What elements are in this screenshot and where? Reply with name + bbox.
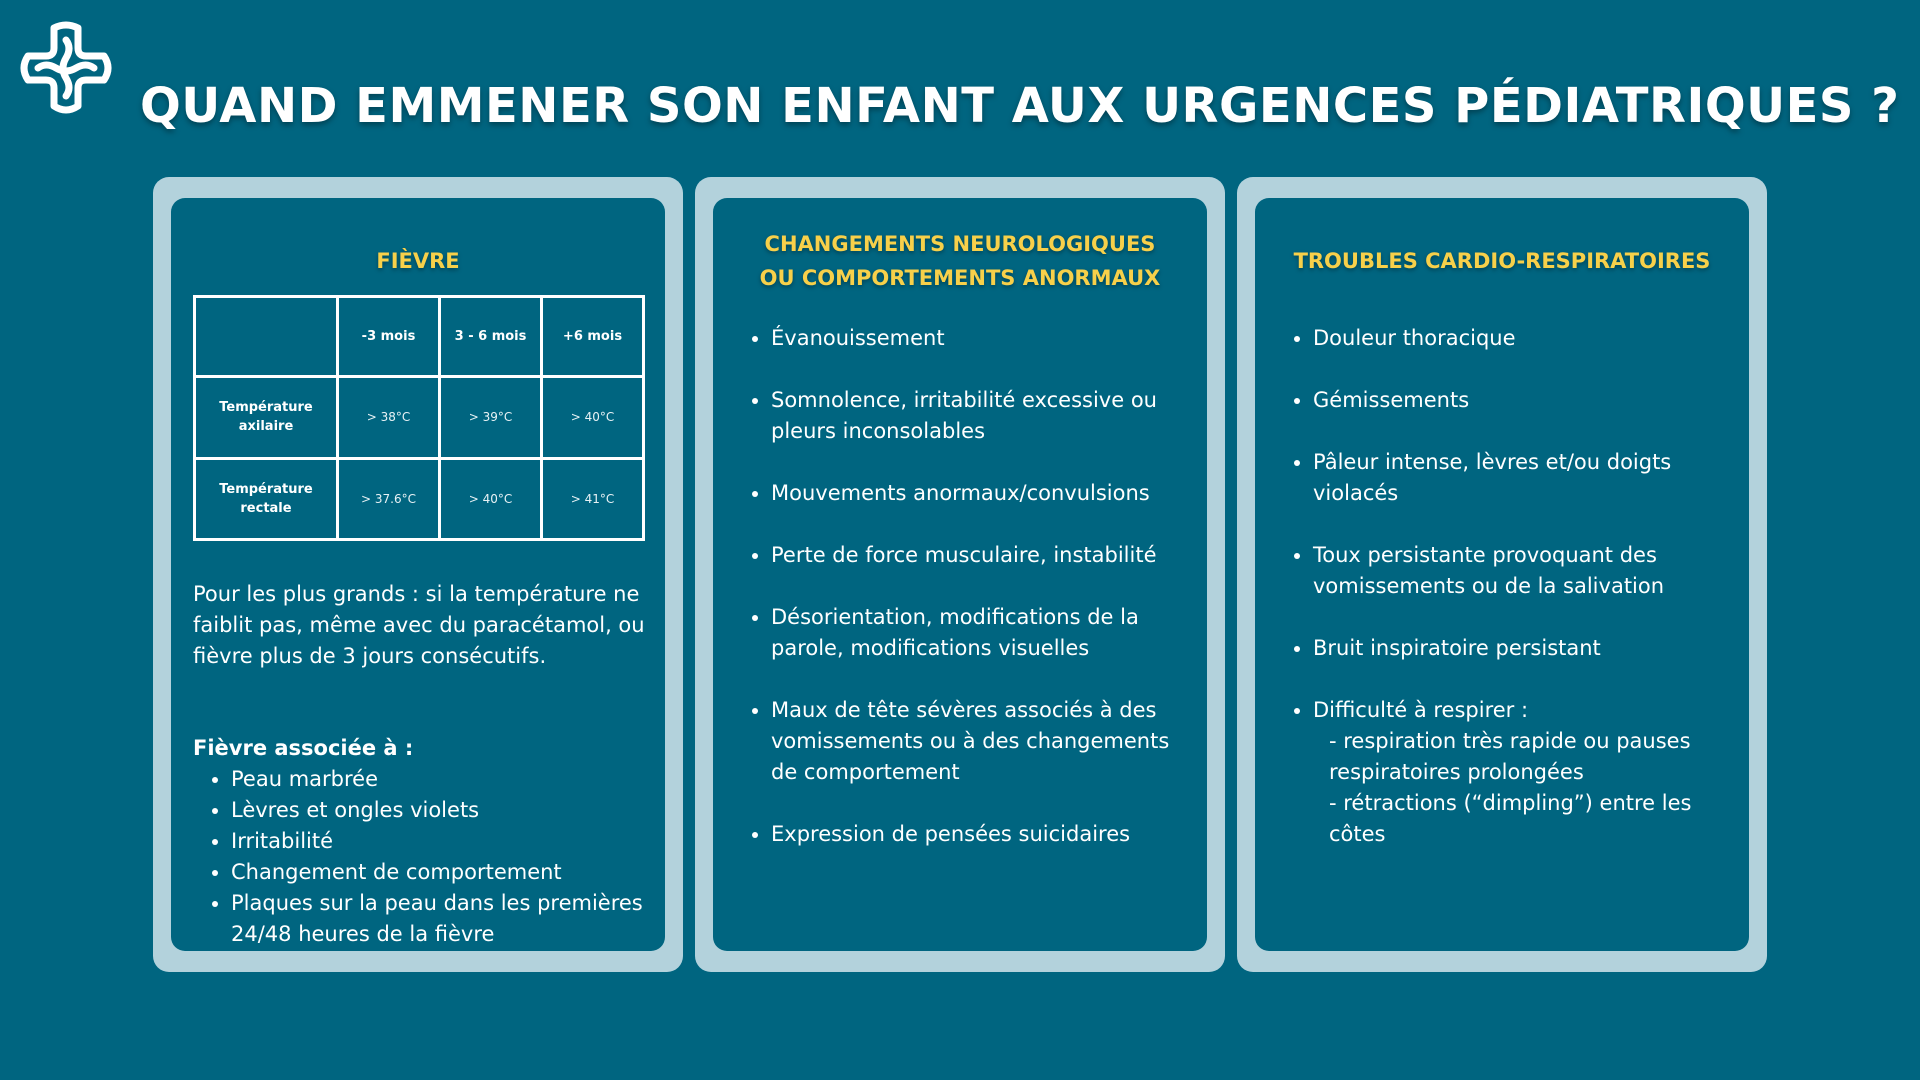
- table-row: [195, 377, 644, 459]
- neuro-list: [749, 323, 1201, 850]
- cardio-list: [1291, 323, 1733, 850]
- sub-item: [1277, 726, 1733, 788]
- table-header-empty: [195, 297, 338, 377]
- fever-card: [171, 198, 665, 951]
- page-title: QUAND EMMENER SON ENFANT AUX URGENCES PÉDIATRIQUES ?: [140, 78, 1900, 134]
- medical-cross-icon: [16, 18, 116, 118]
- list-item: • Pâleur intense, lèvres et/ou doigts violacés: [1313, 447, 1733, 509]
- list-item: [1313, 695, 1733, 850]
- fever-associated-title: Fièvre associée à :: [193, 736, 414, 760]
- list-item: • Douleur thoracique: [1313, 323, 1733, 354]
- list-item: • Évanouissement: [771, 323, 1201, 354]
- sub-item: [1277, 788, 1733, 850]
- fever-associated-list: [193, 764, 691, 950]
- row-label: Température rectale: [195, 458, 338, 540]
- fever-panel: [153, 177, 683, 972]
- table-header: +6 mois: [542, 297, 644, 377]
- cardio-panel: [1237, 177, 1767, 972]
- list-item: • Mouvements anormaux/convulsions: [771, 478, 1201, 509]
- fever-title: FIÈVRE: [376, 249, 460, 273]
- fever-table: [193, 295, 645, 541]
- row-label: Température axilaire: [195, 377, 338, 459]
- list-item: • Expression de pensées suicidaires: [771, 819, 1201, 850]
- table-cell: > 37.6°C: [338, 458, 440, 540]
- sub-item-text: - respiration très rapide ou pauses respiratoires prolongées: [1329, 729, 1691, 784]
- table-row: [195, 458, 644, 540]
- table-cell: > 39°C: [440, 377, 542, 459]
- list-item: • Plaques sur la peau dans les premières 24/48 heures de la fièvre: [231, 888, 691, 950]
- neuro-card: [713, 198, 1207, 951]
- sub-item-text: - rétractions (“dimpling”) entre les côtes: [1329, 791, 1692, 846]
- list-item: • Changement de comportement: [231, 857, 691, 888]
- list-item-label: Difficulté à respirer :: [1313, 698, 1529, 722]
- neuro-title-line1: CHANGEMENTS NEUROLOGIQUES: [764, 232, 1156, 256]
- neuro-title: [713, 227, 1207, 295]
- cardio-title: TROUBLES CARDIO-RESPIRATOIRES: [1293, 249, 1711, 273]
- list-item: • Bruit inspiratoire persistant: [1313, 633, 1733, 664]
- table-cell: > 41°C: [542, 458, 644, 540]
- list-item: • Lèvres et ongles violets: [231, 795, 691, 826]
- list-item: • Perte de force musculaire, instabilité: [771, 540, 1201, 571]
- list-item: • Désorientation, modifications de la parole, modifications visuelles: [771, 602, 1201, 664]
- fever-description: Pour les plus grands : si la température ne faiblit pas, même avec du paracétamol, ou fièvre plus de 3 jours consécutifs.: [193, 582, 645, 668]
- list-item: • Irritabilité: [231, 826, 691, 857]
- list-item: • Maux de tête sévères associés à des vomissements ou à des changements de comportement: [771, 695, 1201, 788]
- table-header: -3 mois: [338, 297, 440, 377]
- table-cell: > 40°C: [542, 377, 644, 459]
- list-item: • Peau marbrée: [231, 764, 691, 795]
- cardio-card: [1255, 198, 1749, 951]
- table-cell: > 40°C: [440, 458, 542, 540]
- list-item: • Gémissements: [1313, 385, 1733, 416]
- list-item: • Toux persistante provoquant des vomissements ou de la salivation: [1313, 540, 1733, 602]
- neuro-title-line2: OU COMPORTEMENTS ANORMAUX: [759, 266, 1161, 290]
- table-header: 3 - 6 mois: [440, 297, 542, 377]
- list-item: • Somnolence, irritabilité excessive ou pleurs inconsolables: [771, 385, 1201, 447]
- neuro-panel: [695, 177, 1225, 972]
- table-cell: > 38°C: [338, 377, 440, 459]
